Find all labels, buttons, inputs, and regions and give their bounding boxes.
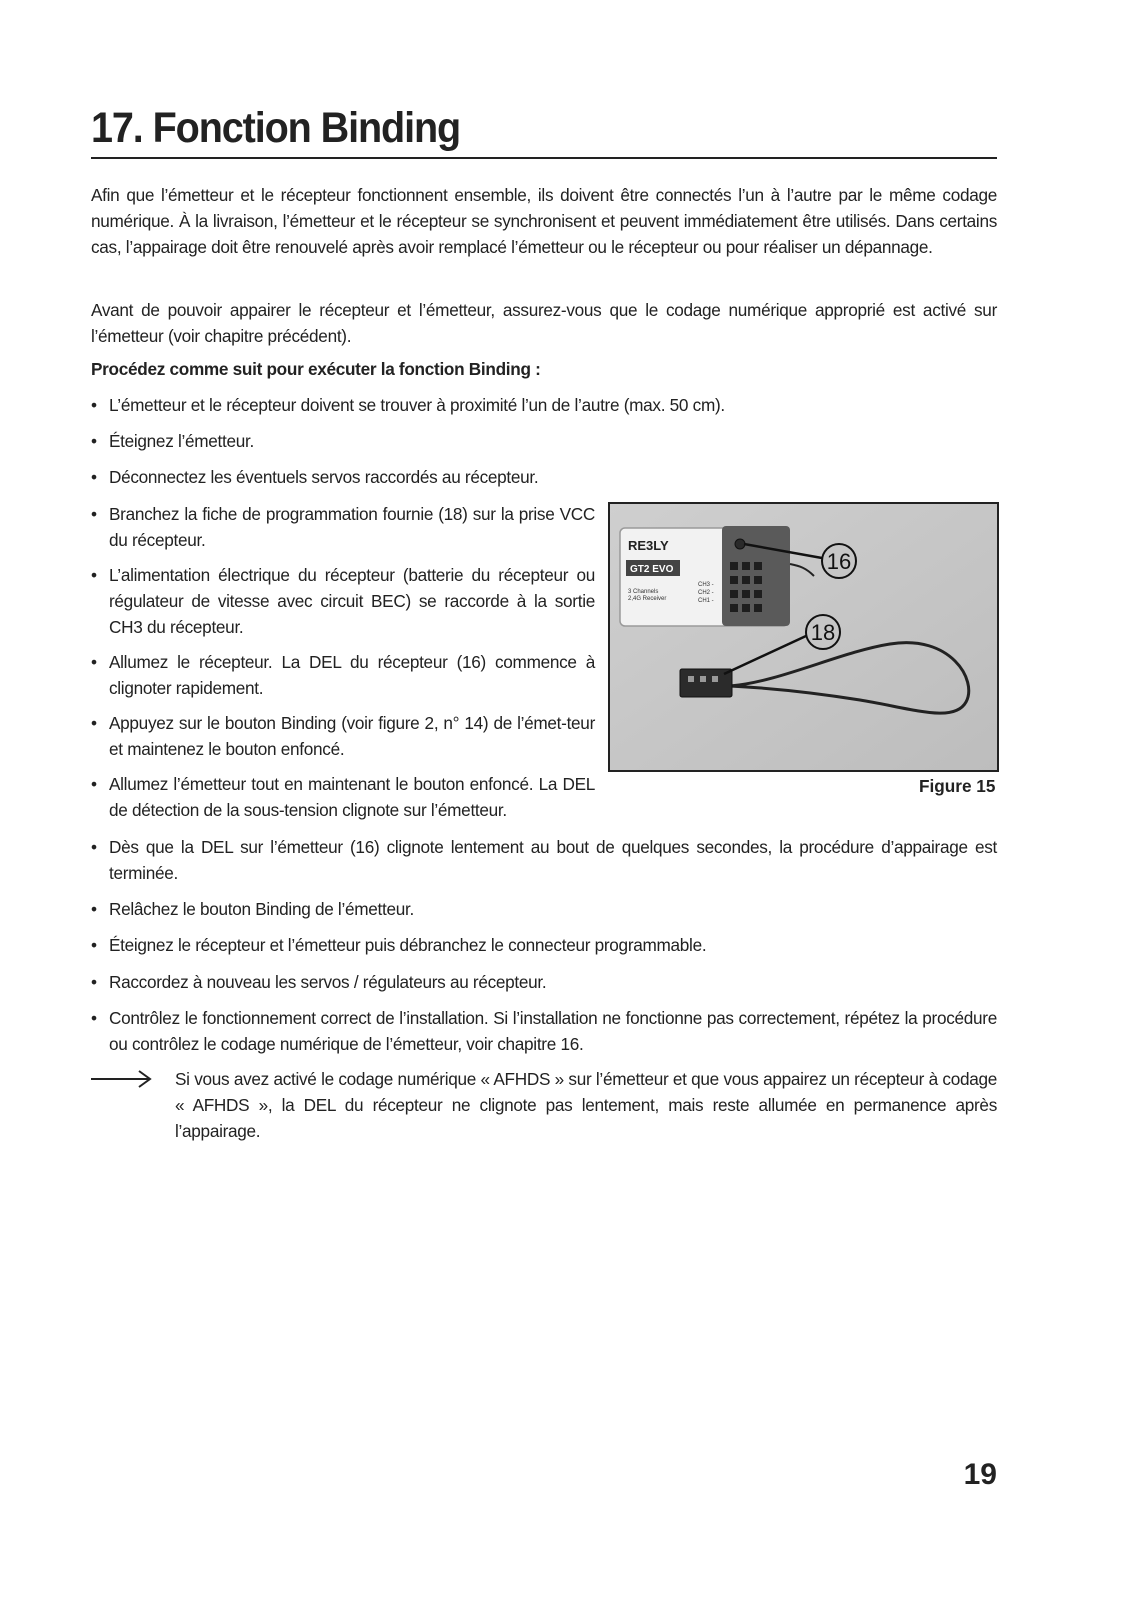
step-item: [91, 710, 595, 762]
channel-label: CH3 -: [698, 582, 714, 588]
step-text: Appuyez sur le bouton Binding (voir figure 2, n° 14) de l’émet-teur et maintenez le bouton enfoncé.: [109, 713, 595, 759]
step-text: Éteignez l’émetteur.: [109, 431, 254, 451]
bullet-icon: •: [91, 713, 97, 733]
step-text: L’alimentation électrique du récepteur (batterie du récepteur ou régulateur de vitesse avec circuit BEC) se raccorde à la sortie CH3 du récepteur.: [109, 565, 595, 637]
step-item: [91, 1005, 997, 1057]
bullet-icon: •: [91, 774, 97, 794]
step-text: Éteignez le récepteur et l’émetteur puis débranchez le connecteur programmable.: [109, 935, 707, 955]
bullet-icon: •: [91, 1008, 97, 1028]
bullet-icon: •: [91, 565, 97, 585]
step-text: Allumez le récepteur. La DEL du récepteur (16) commence à clignoter rapidement.: [109, 652, 595, 698]
callout-label-18: 18: [810, 620, 836, 645]
receiver-desc-2: 2,4G Receiver: [628, 596, 667, 602]
page-number: 19: [963, 1458, 997, 1491]
step-item: [91, 562, 595, 640]
figure-caption: Figure 15: [919, 776, 996, 796]
step-text: Déconnectez les éventuels servos raccordés au récepteur.: [109, 467, 539, 487]
receiver-model: GT2 EVO: [630, 564, 674, 575]
bullet-icon: •: [91, 395, 97, 415]
step-item: [91, 428, 979, 454]
channel-label: CH1 -: [698, 598, 714, 604]
step-item: [91, 771, 595, 823]
bullet-icon: •: [91, 504, 97, 524]
step-item: [91, 464, 979, 490]
bullet-icon: •: [91, 972, 97, 992]
receiver-brand: RE3LY: [628, 538, 669, 553]
bullet-icon: •: [91, 431, 97, 451]
channel-label: CH2 -: [698, 590, 714, 596]
callout-label-16: 16: [826, 549, 852, 574]
step-text: Contrôlez le fonctionnement correct de l’installation. Si l’installation ne fonctionne pas correctement, répétez la procédure ou contrôlez le codage numérique de l’émetteur, voir chapitre 16.: [109, 1008, 997, 1054]
bullet-icon: •: [91, 837, 97, 857]
step-item: [91, 649, 595, 701]
step-text: Allumez l’émetteur tout en maintenant le bouton enfoncé. La DEL de détection de la sous-tension clignote sur l’émetteur.: [109, 774, 595, 820]
note-text: Si vous avez activé le codage numérique « AFHDS » sur l’émetteur et que vous appairez un récepteur à codage « AFHDS », la DEL du récepteur ne clignote pas lentement, mais reste allumée en permanence après l’appairage.: [175, 1069, 997, 1141]
step-text: L’émetteur et le récepteur doivent se trouver à proximité l’un de l’autre (max. 50 cm).: [109, 395, 725, 415]
step-text: Branchez la fiche de programmation fournie (18) sur la prise VCC du récepteur.: [109, 504, 595, 550]
bullet-icon: •: [91, 652, 97, 672]
intro-paragraph-2: Avant de pouvoir appairer le récepteur et l’émetteur, assurez-vous que le codage numérique approprié est activé sur l’émetteur (voir chapitre précédent).: [91, 300, 997, 346]
step-item: [91, 896, 979, 922]
step-text: Raccordez à nouveau les servos / régulateurs au récepteur.: [109, 972, 547, 992]
procedure-heading: Procédez comme suit pour exécuter la fonction Binding :: [91, 359, 541, 379]
step-item: [91, 932, 979, 958]
intro-paragraph-1: Afin que l’émetteur et le récepteur fonctionnent ensemble, ils doivent être connectés l’un à l’autre par le même codage numérique. À la livraison, l’émetteur et le récepteur se synchronisent et peuvent immédiatement être utilisés. Dans certains cas, l’appairage doit être renouvelé après avoir remplacé l’émetteur ou le récepteur ou pour réaliser un dépannage.: [91, 185, 997, 257]
step-item: [91, 501, 595, 553]
step-item: [91, 834, 997, 886]
receiver-illustration: [610, 504, 997, 770]
title-rule: [91, 157, 997, 159]
step-item: [91, 392, 979, 418]
receiver-desc-1: 3 Channels: [628, 589, 659, 595]
arrow-right-icon: [91, 1070, 153, 1088]
figure-photo: [608, 502, 999, 772]
bullet-icon: •: [91, 935, 97, 955]
step-text: Dès que la DEL sur l’émetteur (16) clignote lentement au bout de quelques secondes, la procédure d’appairage est terminée.: [109, 837, 997, 883]
bullet-icon: •: [91, 899, 97, 919]
section-title: 17. Fonction Binding: [91, 104, 461, 152]
led-icon: [735, 539, 745, 549]
step-text: Relâchez le bouton Binding de l’émetteur.: [109, 899, 414, 919]
step-item: [91, 969, 979, 995]
bullet-icon: •: [91, 467, 97, 487]
